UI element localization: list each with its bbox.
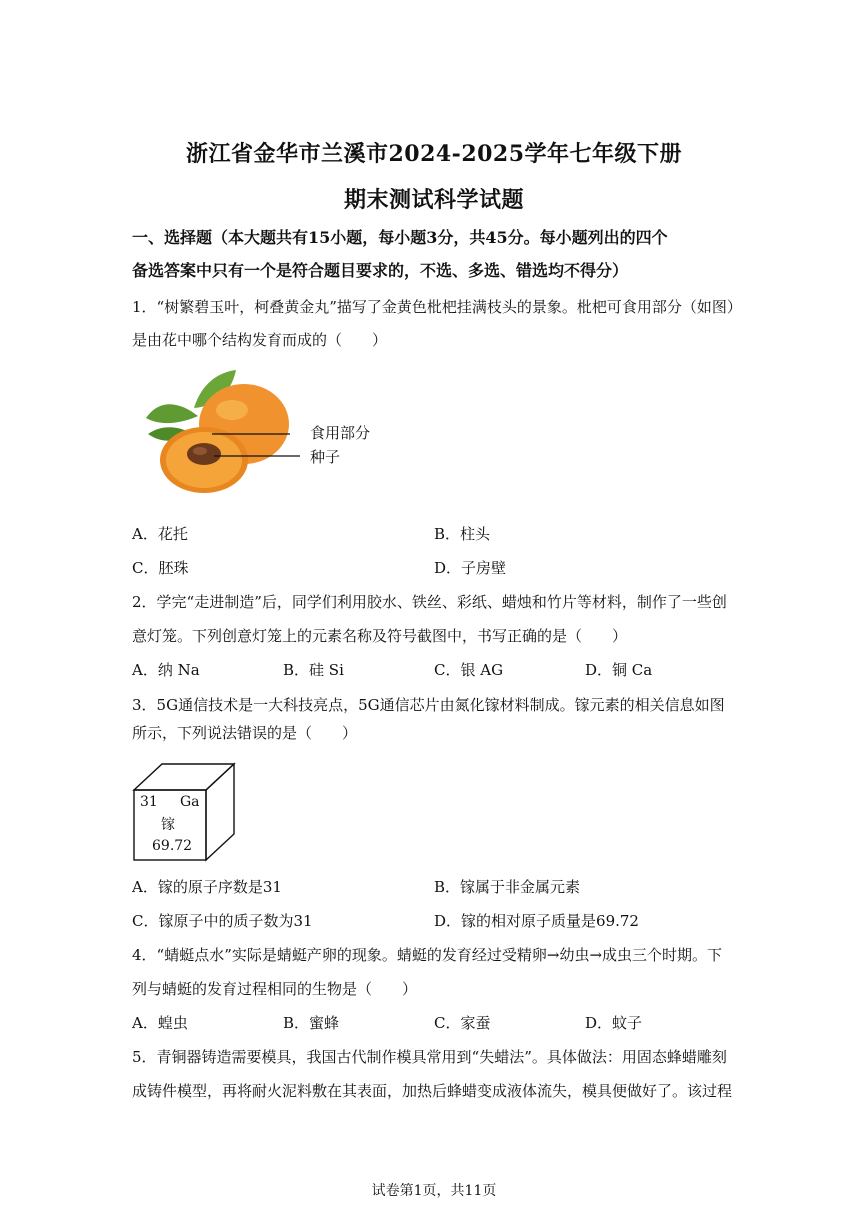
q1-option-a[interactable]: A．花托 bbox=[132, 525, 188, 543]
section-heading-line1: 一、选择题（本大题共有15小题，每小题3分，共45分。每小题列出的四个 bbox=[132, 228, 668, 247]
q3-option-c[interactable]: C．镓原子中的质子数为31 bbox=[132, 912, 313, 930]
element-atomic-mass: 69.72 bbox=[152, 838, 193, 854]
section-heading bbox=[132, 221, 742, 287]
q4-option-c[interactable]: C．家蚕 bbox=[434, 1014, 491, 1032]
q1-option-b[interactable]: B．柱头 bbox=[434, 525, 491, 543]
q3-option-a[interactable]: A．镓的原子序数是31 bbox=[132, 878, 282, 896]
q3-stem-line2: 所示，下列说法错误的是（ ） bbox=[132, 724, 358, 742]
q2-option-a[interactable]: A．纳 Na bbox=[132, 661, 200, 679]
cube-side-face bbox=[206, 764, 234, 860]
q5-stem-line1: 5．青铜器铸造需要模具，我国古代制作模具常用到“失蜡法”。具体做法：用固态蜂蜡雕刻 bbox=[132, 1048, 727, 1066]
label-seed: 种子 bbox=[310, 449, 341, 466]
loquat-figure bbox=[140, 368, 380, 498]
q1-stem-line2: 是由花中哪个结构发育而成的（ ） bbox=[132, 331, 388, 349]
q1-option-c[interactable]: C．胚珠 bbox=[132, 559, 189, 577]
exam-title-line2: 期末测试科学试题 bbox=[343, 187, 524, 213]
q2-option-d[interactable]: D．铜 Ca bbox=[585, 661, 653, 679]
label-edible-part: 食用部分 bbox=[310, 425, 371, 442]
fruit-highlight bbox=[216, 400, 248, 420]
q5-stem-line2: 成铸件模型，再将耐火泥料敷在其表面，加热后蜂蜡变成液体流失，模具便做好了。该过程 bbox=[132, 1082, 733, 1100]
page-footer: 试卷第1页，共11页 bbox=[371, 1183, 497, 1199]
q2-option-c[interactable]: C．银 AG bbox=[434, 661, 504, 679]
q1-option-d[interactable]: D．子房壁 bbox=[434, 559, 507, 577]
exam-title-line1: 浙江省金华市兰溪市2024-2025学年七年级下册 bbox=[185, 141, 683, 167]
q4-option-a[interactable]: A．蝗虫 bbox=[132, 1014, 188, 1032]
q3-stem-line1: 3．5G通信技术是一大科技亮点，5G通信芯片由氮化镓材料制成。镓元素的相关信息如图 bbox=[132, 696, 725, 714]
leaf-shape bbox=[146, 404, 198, 423]
q2-stem-line1: 2．学完“走进制造”后，同学们利用胶水、铁丝、彩纸、蜡烛和竹片等材料，制作了一些创 bbox=[132, 593, 727, 611]
q4-stem-line1: 4．“蜻蜓点水”实际是蜻蜓产卵的现象。蜻蜓的发育经过受精卵→幼虫→成虫三个时期。下 bbox=[132, 946, 723, 964]
q4-option-b[interactable]: B．蜜蜂 bbox=[283, 1014, 340, 1032]
q4-stem-line2: 列与蜻蜓的发育过程相同的生物是（ ） bbox=[132, 980, 418, 998]
section-heading-line2: 备选答案中只有一个是符合题目要求的，不选、多选、错选均不得分） bbox=[132, 261, 629, 280]
element-symbol: Ga bbox=[180, 794, 200, 810]
element-atomic-number: 31 bbox=[140, 794, 158, 810]
q1-stem-line1: 1．“树繁碧玉叶，柯叠黄金丸”描写了金黄色枇杷挂满枝头的景象。枇杷可食用部分（如图） bbox=[132, 298, 742, 316]
q4-option-d[interactable]: D．蚊子 bbox=[585, 1014, 643, 1032]
element-name: 镓 bbox=[161, 817, 175, 833]
seed-highlight bbox=[193, 447, 207, 455]
q2-option-b[interactable]: B．硅 Si bbox=[283, 661, 344, 679]
q2-stem-line2: 意灯笼。下列创意灯笼上的元素名称及符号截图中，书写正确的是（ ） bbox=[132, 627, 628, 645]
q3-option-b[interactable]: B．镓属于非金属元素 bbox=[434, 878, 581, 896]
q3-option-d[interactable]: D．镓的相对原子质量是69.72 bbox=[434, 912, 639, 930]
